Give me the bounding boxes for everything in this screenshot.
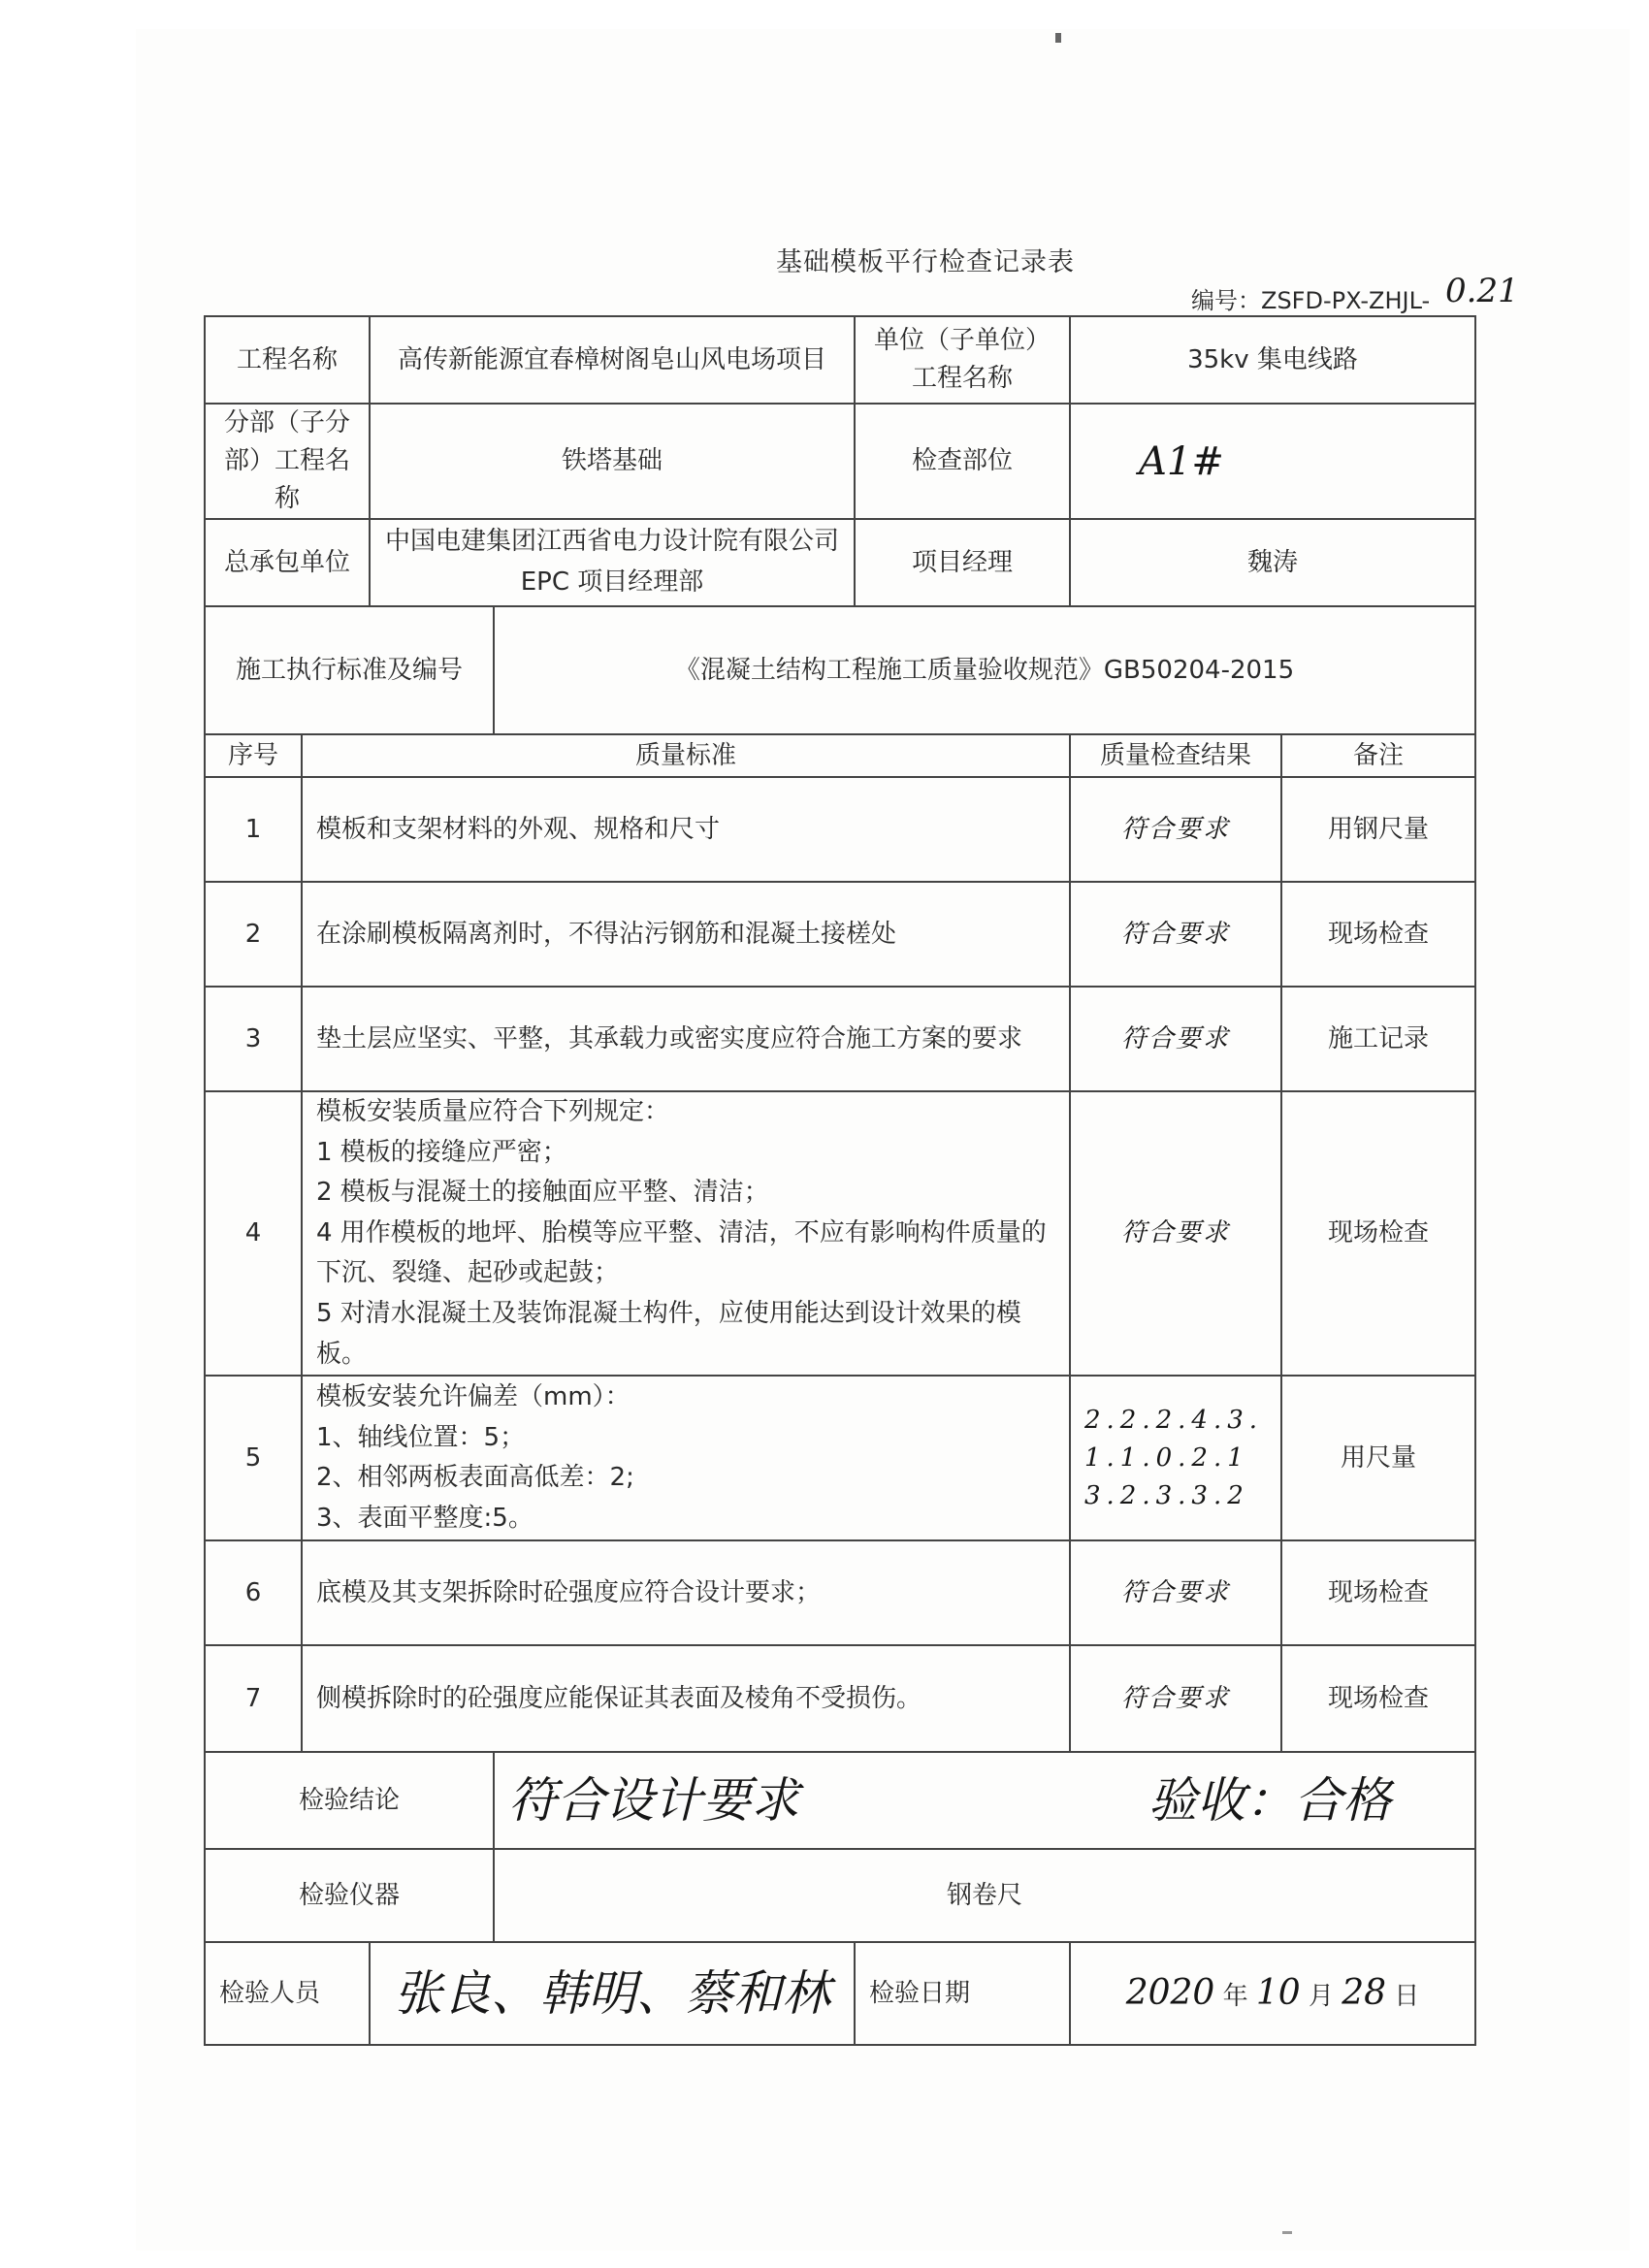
conclusion-area <box>494 1752 1475 1849</box>
row-remark: 现场检查 <box>1281 882 1475 987</box>
unit-label: 单位（子单位）工程名称 <box>855 316 1070 404</box>
row-result-measurements <box>1070 1376 1281 1540</box>
row-remark: 用尺量 <box>1281 1376 1475 1540</box>
row-remark: 用钢尺量 <box>1281 777 1475 882</box>
manager-label: 项目经理 <box>855 519 1070 606</box>
check-part-value: A1# <box>1070 404 1475 519</box>
row-result-handwritten: 符合要求 <box>1070 1540 1281 1645</box>
document-number-label: 编号：ZSFD-PX-ZHJL- <box>1191 287 1431 314</box>
measurement-line: 3.2.3.3.2 <box>1084 1480 1249 1510</box>
row-no: 6 <box>205 1540 302 1645</box>
project-name-label: 工程名称 <box>205 316 370 404</box>
date-day: 28 <box>1342 1973 1387 2014</box>
contractor-label: 总承包单位 <box>205 519 370 606</box>
date-day-unit: 日 <box>1394 1982 1420 2012</box>
row-no: 4 <box>205 1091 302 1376</box>
header-no: 序号 <box>205 734 302 777</box>
row-no: 7 <box>205 1645 302 1752</box>
document-number-handwritten: 0.21 <box>1445 272 1519 310</box>
row-remark: 施工记录 <box>1281 987 1475 1091</box>
row-standard-list <box>302 1376 1070 1540</box>
scan-speck <box>1055 33 1061 43</box>
row-standard-line: 1、轴线位置：5； <box>316 1422 526 1452</box>
row-no: 3 <box>205 987 302 1091</box>
header-standard: 质量标准 <box>302 734 1070 777</box>
row-standard: 垫土层应坚实、平整，其承载力或密实度应符合施工方案的要求 <box>302 987 1070 1091</box>
conclusion-value: 符合设计要求 <box>508 1771 799 1829</box>
row-remark: 现场检查 <box>1281 1091 1475 1376</box>
check-part-label: 检查部位 <box>855 404 1070 519</box>
row-remark: 现场检查 <box>1281 1540 1475 1645</box>
row-standard-line: 4 用作模板的地坪、胎模等应平整、清洁，不应有影响构件质量的下沉、裂缝、起砂或起鼓； <box>316 1217 1047 1288</box>
row-standard-line: 2 模板与混凝土的接触面应平整、清洁； <box>316 1178 769 1208</box>
row-standard-line: 5 对清水混凝土及装饰混凝土构件，应使用能达到设计效果的模板。 <box>316 1298 1021 1369</box>
row-result-handwritten: 符合要求 <box>1070 987 1281 1091</box>
scan-speck <box>1282 2231 1292 2234</box>
row-standard: 在涂刷模板隔离剂时，不得沾污钢筋和混凝土接槎处 <box>302 882 1070 987</box>
date-label: 检验日期 <box>855 1942 1070 2045</box>
subdivision-value: 铁塔基础 <box>370 404 855 519</box>
standard-label: 施工执行标准及编号 <box>205 606 494 734</box>
row-standard-line: 2、相邻两板表面高低差：2; <box>316 1463 634 1493</box>
row-standard-line: 1 模板的接缝应严密； <box>316 1137 567 1167</box>
project-name-value: 高传新能源宜春樟树阁皂山风电场项目 <box>370 316 855 404</box>
measurement-line: 1.1.0.2.1 <box>1084 1442 1249 1473</box>
row-no: 2 <box>205 882 302 987</box>
conclusion-grade: 验收：合格 <box>1148 1771 1391 1829</box>
row-result-handwritten: 符合要求 <box>1070 1091 1281 1376</box>
row-standard: 侧模拆除时的砼强度应能保证其表面及棱角不受损伤。 <box>302 1645 1070 1752</box>
standard-value: 《混凝土结构工程施工质量验收规范》GB50204-2015 <box>494 606 1475 734</box>
date-year: 2020 <box>1125 1973 1215 2014</box>
instrument-label: 检验仪器 <box>205 1849 494 1942</box>
measurement-line: 2.2.2.4.3. <box>1084 1405 1264 1435</box>
date-month: 10 <box>1255 1973 1301 2014</box>
row-no: 1 <box>205 777 302 882</box>
instrument-value: 钢卷尺 <box>494 1849 1475 1942</box>
inspector-value: 张良、韩明、蔡和林 <box>370 1942 855 2045</box>
contractor-value: 中国电建集团江西省电力设计院有限公司 EPC 项目经理部 <box>370 519 855 606</box>
row-result-handwritten: 符合要求 <box>1070 777 1281 882</box>
header-result: 质量检查结果 <box>1070 734 1281 777</box>
date-year-unit: 年 <box>1222 1982 1248 2012</box>
conclusion-label: 检验结论 <box>205 1752 494 1849</box>
row-standard-line: 模板安装质量应符合下列规定： <box>316 1097 670 1126</box>
row-result-handwritten: 符合要求 <box>1070 882 1281 987</box>
inspector-label: 检验人员 <box>205 1942 370 2045</box>
inspection-table <box>204 315 1476 2046</box>
row-no: 5 <box>205 1376 302 1540</box>
unit-value: 35kv 集电线路 <box>1070 316 1475 404</box>
date-month-unit: 月 <box>1308 1982 1334 2012</box>
row-standard-line: 3、表面平整度:5。 <box>316 1503 534 1533</box>
row-remark: 现场检查 <box>1281 1645 1475 1752</box>
subdivision-label: 分部（子分部）工程名称 <box>205 404 370 519</box>
row-standard-line: 模板安装允许偏差（mm）： <box>316 1381 630 1411</box>
document-title: 基础模板平行检查记录表 <box>776 247 1075 277</box>
row-result-handwritten: 符合要求 <box>1070 1645 1281 1752</box>
header-remark: 备注 <box>1281 734 1475 777</box>
row-standard: 模板和支架材料的外观、规格和尺寸 <box>302 777 1070 882</box>
row-standard: 底模及其支架拆除时砼强度应符合设计要求； <box>302 1540 1070 1645</box>
row-standard-list <box>302 1091 1070 1376</box>
manager-value: 魏涛 <box>1070 519 1475 606</box>
date-value <box>1070 1942 1475 2045</box>
